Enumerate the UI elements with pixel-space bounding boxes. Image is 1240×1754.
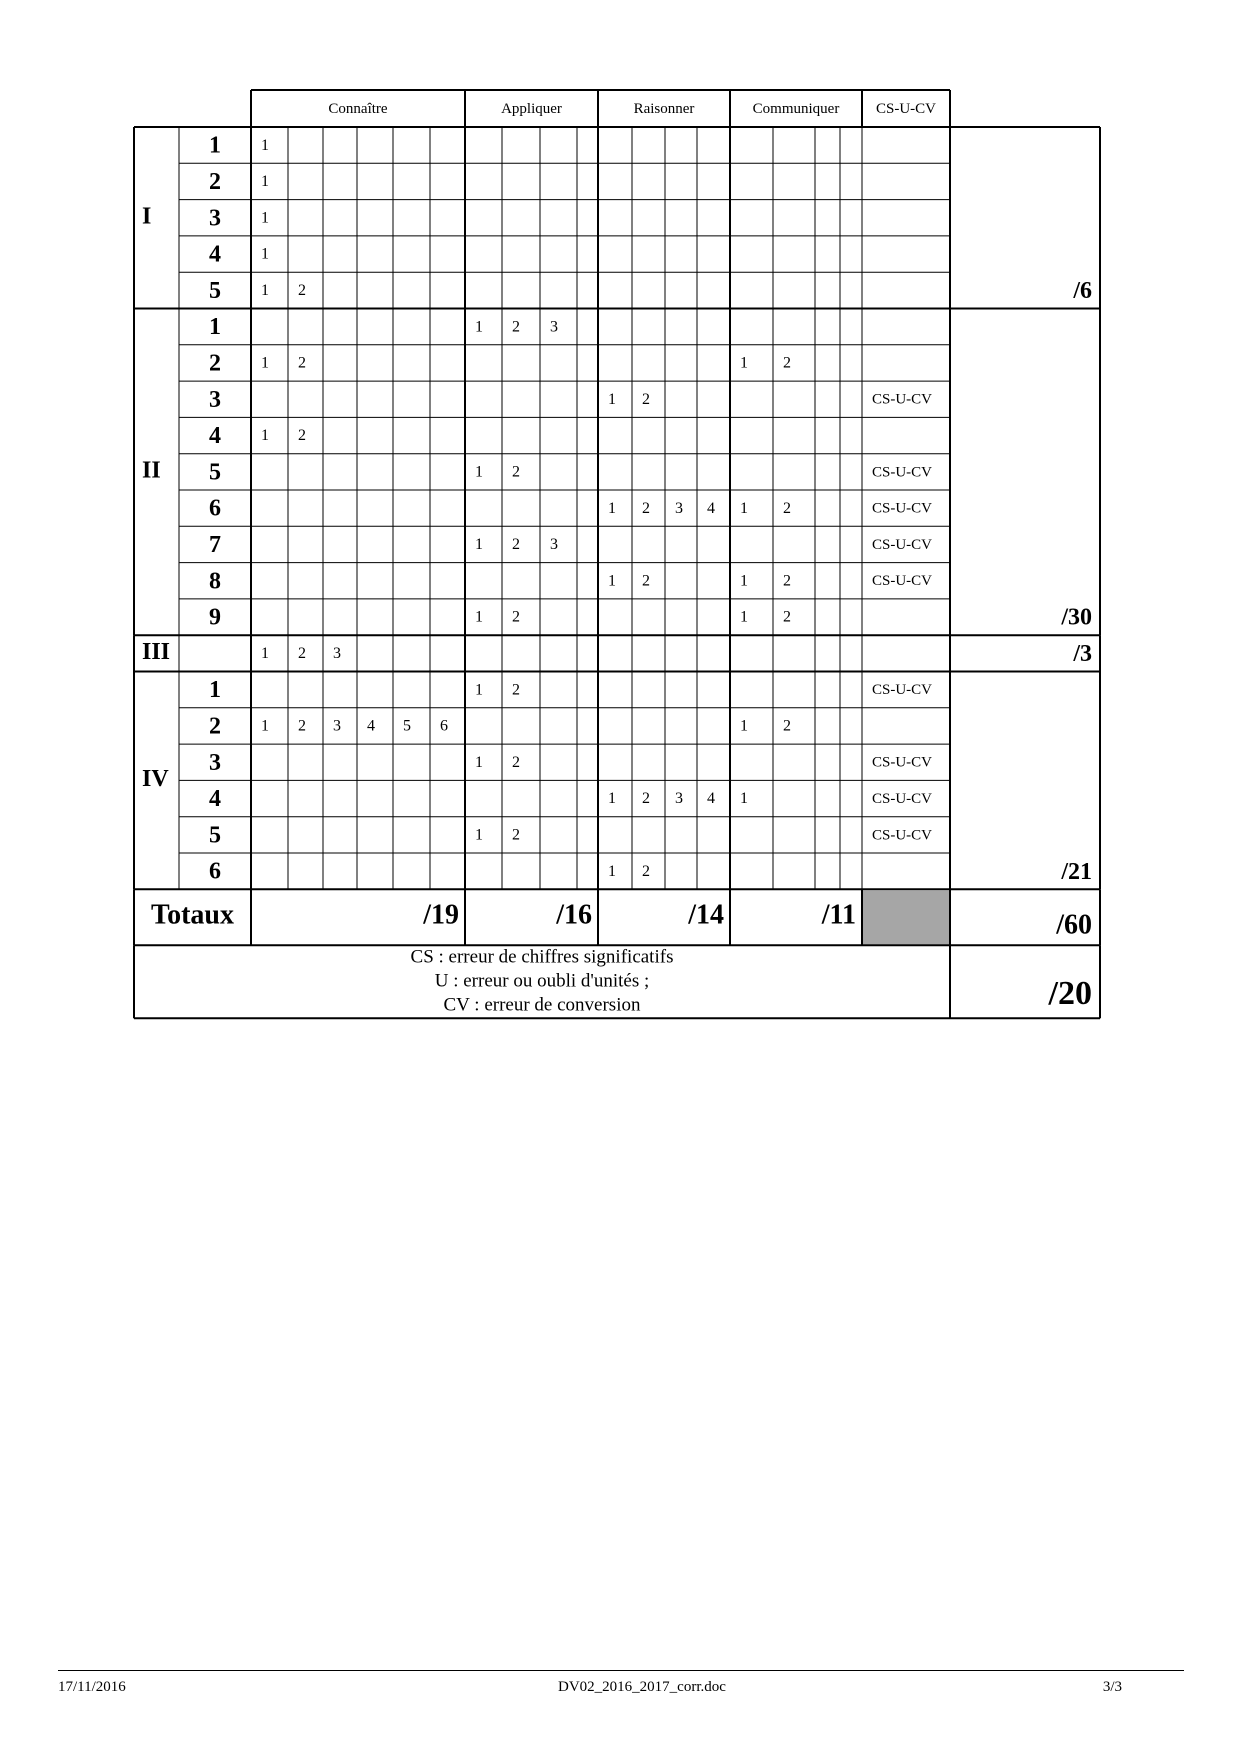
question-number: 1 — [209, 677, 221, 704]
page-footer — [58, 1670, 1184, 1701]
criterion-mark: 2 — [298, 354, 306, 372]
criterion-mark: 2 — [298, 427, 306, 445]
criterion-mark: 1 — [261, 717, 269, 735]
criterion-mark: 1 — [608, 790, 616, 808]
criterion-mark: 1 — [608, 499, 616, 517]
footer-filename: DV02_2016_2017_corr.doc — [558, 1679, 726, 1695]
criterion-mark: 3 — [550, 536, 558, 554]
criterion-mark: 1 — [261, 645, 269, 663]
criterion-mark: 1 — [261, 209, 269, 227]
header-cs-u-cv: CS-U-CV — [875, 100, 937, 117]
total-raisonner: /14 — [688, 899, 724, 931]
criterion-mark: 1 — [740, 717, 748, 735]
criterion-mark: 1 — [740, 790, 748, 808]
header-communiquer: Communiquer — [752, 100, 840, 117]
section-score: /30 — [1061, 604, 1092, 631]
cs-u-cv-mark: CS-U-CV — [872, 500, 933, 517]
criterion-mark: 1 — [475, 826, 483, 844]
criterion-mark: 1 — [261, 245, 269, 263]
criterion-mark: 2 — [512, 463, 520, 481]
cs-u-cv-mark: CS-U-CV — [872, 754, 933, 771]
criterion-mark: 1 — [475, 318, 483, 336]
criterion-mark: 2 — [512, 826, 520, 844]
question-number: 2 — [209, 713, 221, 740]
criterion-mark: 1 — [740, 572, 748, 590]
question-number: 1 — [209, 132, 221, 159]
criterion-mark: 1 — [740, 354, 748, 372]
criterion-mark: 2 — [642, 572, 650, 590]
criterion-mark: 6 — [440, 717, 448, 735]
section-label: IV — [142, 765, 169, 792]
criterion-mark: 1 — [740, 499, 748, 517]
criterion-mark: 2 — [298, 282, 306, 300]
criterion-mark: 3 — [675, 790, 683, 808]
criterion-mark: 2 — [512, 753, 520, 771]
criterion-mark: 2 — [783, 354, 791, 372]
criterion-mark: 1 — [608, 572, 616, 590]
legend-score: /20 — [1048, 975, 1092, 1013]
criterion-mark: 1 — [475, 536, 483, 554]
criterion-mark: 2 — [512, 608, 520, 626]
cs-u-cv-mark: CS-U-CV — [872, 682, 933, 699]
totals-shaded-cell — [863, 890, 949, 944]
header-appliquer: Appliquer — [501, 100, 562, 117]
criterion-mark: 1 — [261, 173, 269, 191]
criterion-mark: 3 — [333, 717, 341, 735]
cs-u-cv-mark: CS-U-CV — [872, 573, 933, 590]
criterion-mark: 2 — [298, 717, 306, 735]
criterion-mark: 1 — [475, 681, 483, 699]
section-label: I — [142, 203, 152, 230]
total-communiquer: /11 — [821, 899, 856, 931]
header-connaitre: Connaître — [328, 100, 388, 117]
criterion-mark: 4 — [707, 499, 715, 517]
section-score: /3 — [1073, 641, 1092, 668]
criterion-mark: 3 — [333, 645, 341, 663]
question-number: 1 — [209, 314, 221, 341]
criterion-mark: 1 — [261, 282, 269, 300]
question-number: 6 — [209, 495, 221, 522]
cs-u-cv-mark: CS-U-CV — [872, 391, 933, 408]
criterion-mark: 2 — [783, 717, 791, 735]
criterion-mark: 1 — [740, 608, 748, 626]
criterion-mark: 2 — [642, 390, 650, 408]
criterion-mark: 1 — [475, 608, 483, 626]
criterion-mark: 5 — [403, 717, 411, 735]
criterion-mark: 1 — [261, 354, 269, 372]
footer-page: 3/3 — [1102, 1679, 1122, 1695]
cs-u-cv-mark: CS-U-CV — [872, 536, 933, 553]
criterion-mark: 1 — [608, 390, 616, 408]
criterion-mark: 2 — [512, 318, 520, 336]
criterion-mark: 2 — [783, 572, 791, 590]
totals-label: Totaux — [150, 899, 235, 931]
criterion-mark: 1 — [261, 136, 269, 154]
question-number: 8 — [209, 568, 221, 595]
criterion-mark: 1 — [475, 753, 483, 771]
legend-line: U : erreur ou oubli d'unités ; — [434, 970, 650, 992]
question-number: 2 — [209, 350, 221, 377]
total-appliquer: /16 — [556, 899, 592, 931]
question-number: 5 — [209, 277, 221, 304]
question-number: 4 — [209, 786, 221, 813]
cs-u-cv-mark: CS-U-CV — [872, 464, 933, 481]
question-number: 4 — [209, 423, 221, 450]
criterion-mark: 3 — [675, 499, 683, 517]
legend-line: CV : erreur de conversion — [443, 994, 641, 1016]
criterion-mark: 2 — [642, 862, 650, 880]
question-number: 6 — [209, 858, 221, 885]
criterion-mark: 2 — [783, 499, 791, 517]
footer-date: 17/11/2016 — [58, 1679, 126, 1695]
question-number: 2 — [209, 168, 221, 195]
question-number: 7 — [209, 531, 221, 558]
criterion-mark: 1 — [261, 427, 269, 445]
section-score: /6 — [1073, 278, 1092, 305]
question-number: 5 — [209, 459, 221, 486]
question-number: 3 — [209, 386, 221, 413]
section-score: /21 — [1061, 858, 1092, 885]
criterion-mark: 3 — [550, 318, 558, 336]
total-connaitre: /19 — [423, 899, 459, 931]
criterion-mark: 2 — [642, 499, 650, 517]
question-number: 4 — [209, 241, 221, 268]
question-number: 9 — [209, 604, 221, 631]
criterion-mark: 1 — [608, 862, 616, 880]
criterion-mark: 1 — [475, 463, 483, 481]
question-number: 3 — [209, 749, 221, 776]
criterion-mark: 2 — [512, 536, 520, 554]
cs-u-cv-mark: CS-U-CV — [872, 827, 933, 844]
criterion-mark: 2 — [783, 608, 791, 626]
question-number: 3 — [209, 205, 221, 232]
section-label: III — [142, 638, 171, 665]
criterion-mark: 4 — [707, 790, 715, 808]
criterion-mark: 2 — [642, 790, 650, 808]
criterion-mark: 2 — [512, 681, 520, 699]
criterion-mark: 4 — [367, 717, 375, 735]
header-raisonner: Raisonner — [633, 100, 695, 117]
question-number: 5 — [209, 822, 221, 849]
cs-u-cv-mark: CS-U-CV — [872, 790, 933, 807]
criterion-mark: 2 — [298, 645, 306, 663]
total-grand: /60 — [1056, 909, 1092, 941]
section-label: II — [142, 457, 161, 484]
legend-line: CS : erreur de chiffres significatifs — [410, 946, 674, 968]
